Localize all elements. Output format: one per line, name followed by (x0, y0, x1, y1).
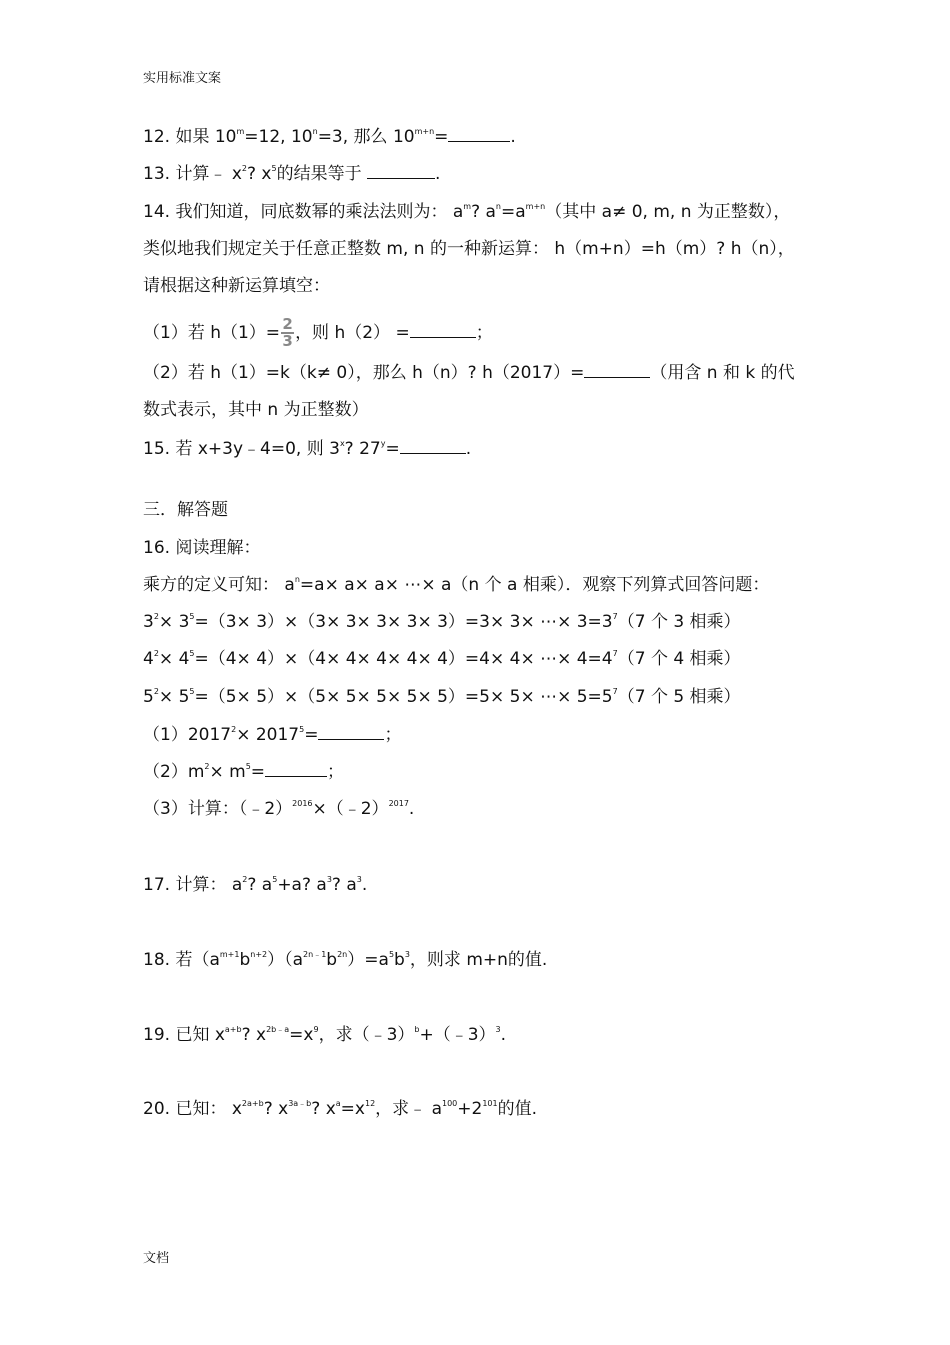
question-14-part-2-cont: 数式表示，其中 n 为正整数） (143, 400, 369, 420)
q14-p2-text-b: （用含 n 和 k 的代 (650, 363, 795, 383)
q16-def-text-b: =a× a× a× ⋯× a（n 个 a 相乘）．观察下列算式回答问题： (299, 575, 770, 595)
q16-r1-sup-1: 2 (153, 612, 159, 621)
q12-sup-2: n (312, 127, 318, 136)
q19-sup-5: 3 (495, 1025, 501, 1034)
q16-p2-b: × m (209, 762, 246, 782)
q18-c: ）（a (267, 950, 304, 970)
q16-r3-d: （7 个 5 相乘） (617, 687, 741, 707)
q16-p3-a: （3）计算：（﹣2） (143, 799, 293, 819)
q17-sup-3: 3 (326, 875, 332, 884)
q16-p1-sup-2: 5 (299, 725, 305, 734)
question-16-definition (143, 574, 769, 599)
q19-sup-2: 2b﹣a (266, 1025, 290, 1034)
q16-p1-c: = (304, 725, 319, 745)
q19-sup-4: b (414, 1025, 420, 1034)
question-16-part-2 (143, 761, 344, 786)
q16-p1-sup-1: 2 (231, 725, 237, 734)
q14-text-b: ? a (471, 202, 496, 222)
q20-sup-4: 12 (364, 1099, 376, 1108)
q19-b: ? x (241, 1025, 267, 1045)
q20-a: 20. 已知： x (143, 1099, 242, 1119)
q20-sup-6: 101 (482, 1099, 498, 1108)
q16-p2-d: ； (327, 762, 345, 782)
q15-text-c: = (385, 439, 400, 459)
q17-d: ? a (331, 875, 357, 895)
q15-text-b: ? 27 (344, 439, 381, 459)
q16-r2-b: × 4 (158, 649, 190, 669)
q16-p1-d: ； (384, 725, 402, 745)
q13-answer-blank (367, 163, 435, 179)
q15-sup-2: y (380, 439, 386, 448)
q14-p2-answer-blank (584, 362, 650, 378)
q13-sup-1: 2 (241, 164, 247, 173)
q16-r3-a: 5 (143, 687, 154, 707)
question-14-part-1 (143, 313, 493, 353)
q20-e: ，求﹣ a (375, 1099, 442, 1119)
q14-p1-text-c: ； (475, 323, 493, 343)
q14-p1-text-b: ，则 h（2） = (295, 323, 410, 343)
q16-r3-sup-2: 5 (189, 687, 195, 696)
q20-g: 的值. (497, 1099, 538, 1119)
q16-r1-sup-2: 5 (189, 612, 195, 621)
q16-r2-sup-1: 2 (153, 649, 159, 658)
q17-a: 17. 计算： a (143, 875, 243, 895)
q16-r2-sup-2: 5 (189, 649, 195, 658)
question-16-example-1 (143, 611, 741, 636)
q16-p1-a: （1）2017 (143, 725, 232, 745)
q17-sup-4: 3 (356, 875, 362, 884)
q14-fraction (281, 317, 294, 349)
q15-text-a: 15. 若 x+3y﹣4=0, 则 3 (143, 439, 340, 459)
q14-sup-1: m (463, 202, 472, 211)
q12-text-a: 12. 如果 10 (143, 127, 237, 147)
q16-p2-a: （2）m (143, 762, 205, 782)
page-footer: 文档 (143, 1251, 170, 1266)
q15-sup-1: x (339, 439, 345, 448)
q20-f: +2 (457, 1099, 483, 1119)
question-15 (143, 438, 471, 463)
q15-answer-blank (400, 438, 466, 454)
q18-sup-2: n+2 (250, 950, 268, 959)
question-16-example-2 (143, 648, 741, 673)
q16-p2-sup-1: 2 (204, 762, 210, 771)
q12-text-b: =12, 10 (244, 127, 313, 147)
q17-e: . (361, 875, 368, 895)
question-14-part-2 (143, 362, 795, 384)
q19-sup-3: 9 (313, 1025, 319, 1034)
q19-sup-1: a+b (224, 1025, 242, 1034)
q12-sup-1: m (236, 127, 245, 136)
q18-sup-5: 5 (388, 950, 395, 959)
q16-r3-sup-3: 7 (612, 687, 618, 696)
q18-sup-3: 2n﹣1 (303, 950, 327, 959)
question-16-part-3 (143, 798, 414, 823)
q12-answer-blank (448, 126, 510, 142)
q16-r3-b: × 5 (158, 687, 190, 707)
q20-d: =x (340, 1099, 365, 1119)
q12-text-c: =3, 那么 10 (317, 127, 415, 147)
q18-d: b (326, 950, 338, 970)
q19-d: ，求（﹣3） (318, 1025, 415, 1045)
q18-g: ，则求 m+n的值. (409, 950, 548, 970)
q18-e: ）=a (347, 950, 389, 970)
q20-b: ? x (263, 1099, 289, 1119)
q12-text-d: = (434, 127, 449, 147)
q18-sup-6: 3 (404, 950, 410, 959)
page-header: 实用标准文案 (143, 71, 222, 86)
q16-p3-sup-2: 2017 (388, 799, 409, 808)
q20-sup-1: 2a+b (241, 1099, 264, 1108)
q16-r2-a: 4 (143, 649, 154, 669)
q17-sup-2: 5 (272, 875, 278, 884)
q16-def-text-a: 乘方的定义可知： a (143, 575, 295, 595)
q16-p3-sup-1: 2016 (292, 799, 313, 808)
q13-sup-2: 5 (271, 164, 277, 173)
q16-p2-c: = (250, 762, 266, 782)
q19-f: . (500, 1025, 507, 1045)
q13-text-b: ? x (247, 164, 272, 184)
q12-sup-3: m+n (414, 127, 435, 136)
q15-text-e: . (465, 439, 472, 459)
q17-c: +a? a (277, 875, 327, 895)
q16-p3-c: . (408, 799, 415, 819)
q16-p2-answer-blank (265, 761, 327, 777)
q14-p1-text-a: （1）若 h（1）= (143, 323, 281, 343)
section-title: 三．解答题 (143, 500, 228, 520)
q14-sup-2: n (495, 202, 501, 211)
q18-f: b (394, 950, 405, 970)
q16-r2-c: =（4× 4）×（4× 4× 4× 4× 4）=4× 4× ⋯× 4=4 (194, 649, 613, 669)
q16-r1-d: （7 个 3 相乘） (617, 612, 741, 632)
q16-r3-sup-1: 2 (153, 687, 159, 696)
q16-p2-sup-2: 5 (245, 762, 251, 771)
q16-r2-d: （7 个 4 相乘） (617, 649, 741, 669)
q20-sup-3: a (335, 1099, 341, 1108)
q13-text-a: 13. 计算﹣ x (143, 164, 242, 184)
question-18 (143, 949, 547, 974)
q16-r1-sup-3: 7 (612, 612, 618, 621)
q17-b: ? a (247, 875, 273, 895)
fraction-numerator: 2 (282, 315, 293, 333)
q19-a: 19. 已知 x (143, 1025, 225, 1045)
q18-sup-4: 2n (337, 950, 348, 959)
q18-sup-1: m+1 (219, 950, 240, 959)
q16-r2-sup-3: 7 (612, 649, 618, 658)
question-14-line-3: 请根据这种新运算填空： (143, 276, 330, 296)
question-12 (143, 126, 516, 151)
q16-p1-b: × 2017 (236, 725, 300, 745)
q16-r1-c: =（3× 3）×（3× 3× 3× 3× 3）=3× 3× ⋯× 3=3 (194, 612, 613, 632)
q12-text-e: . (510, 127, 516, 147)
q16-r1-a: 3 (143, 612, 154, 632)
q20-c: ? x (311, 1099, 336, 1119)
question-16-part-1 (143, 724, 401, 749)
question-17 (143, 874, 367, 899)
question-13 (143, 163, 440, 188)
q14-text-c: =a (501, 202, 526, 222)
q14-p2-text-a: （2）若 h（1）=k（k≠ 0），那么 h（n）? h（2017）= (143, 363, 585, 383)
q20-sup-5: 100 (442, 1099, 458, 1108)
q17-sup-1: 2 (242, 875, 248, 884)
q16-p3-b: ×（﹣2） (312, 799, 389, 819)
question-16-example-3 (143, 686, 741, 711)
question-14-line-1 (143, 201, 790, 226)
q16-p1-answer-blank (318, 724, 384, 740)
fraction-denominator: 3 (282, 332, 293, 350)
q13-text-e: . (435, 164, 441, 184)
q20-sup-2: 3a﹣b (288, 1099, 312, 1108)
q14-sup-3: m+n (525, 202, 546, 211)
q13-text-c: 的结果等于 (276, 164, 362, 184)
q16-r3-c: =（5× 5）×（5× 5× 5× 5× 5）=5× 5× ⋯× 5=5 (194, 687, 613, 707)
q14-text-a: 14. 我们知道，同底数幂的乘法法则为： a (143, 202, 464, 222)
q18-b: b (239, 950, 251, 970)
q18-a: 18. 若（a (143, 950, 220, 970)
q14-text-d: （其中 a≠ 0, m, n 为正整数）， (545, 202, 791, 222)
q16-def-sup: n (294, 575, 300, 584)
q14-p1-answer-blank (410, 322, 476, 338)
question-16-title: 16. 阅读理解： (143, 538, 261, 558)
question-20 (143, 1098, 537, 1123)
q19-c: =x (289, 1025, 314, 1045)
q19-e: +（﹣3） (419, 1025, 496, 1045)
question-19 (143, 1024, 506, 1049)
question-14-line-2: 类似地我们规定关于任意正整数 m, n 的一种新运算： h（m+n）=h（m）? h（n）， (143, 239, 795, 259)
q16-r1-b: × 3 (158, 612, 190, 632)
